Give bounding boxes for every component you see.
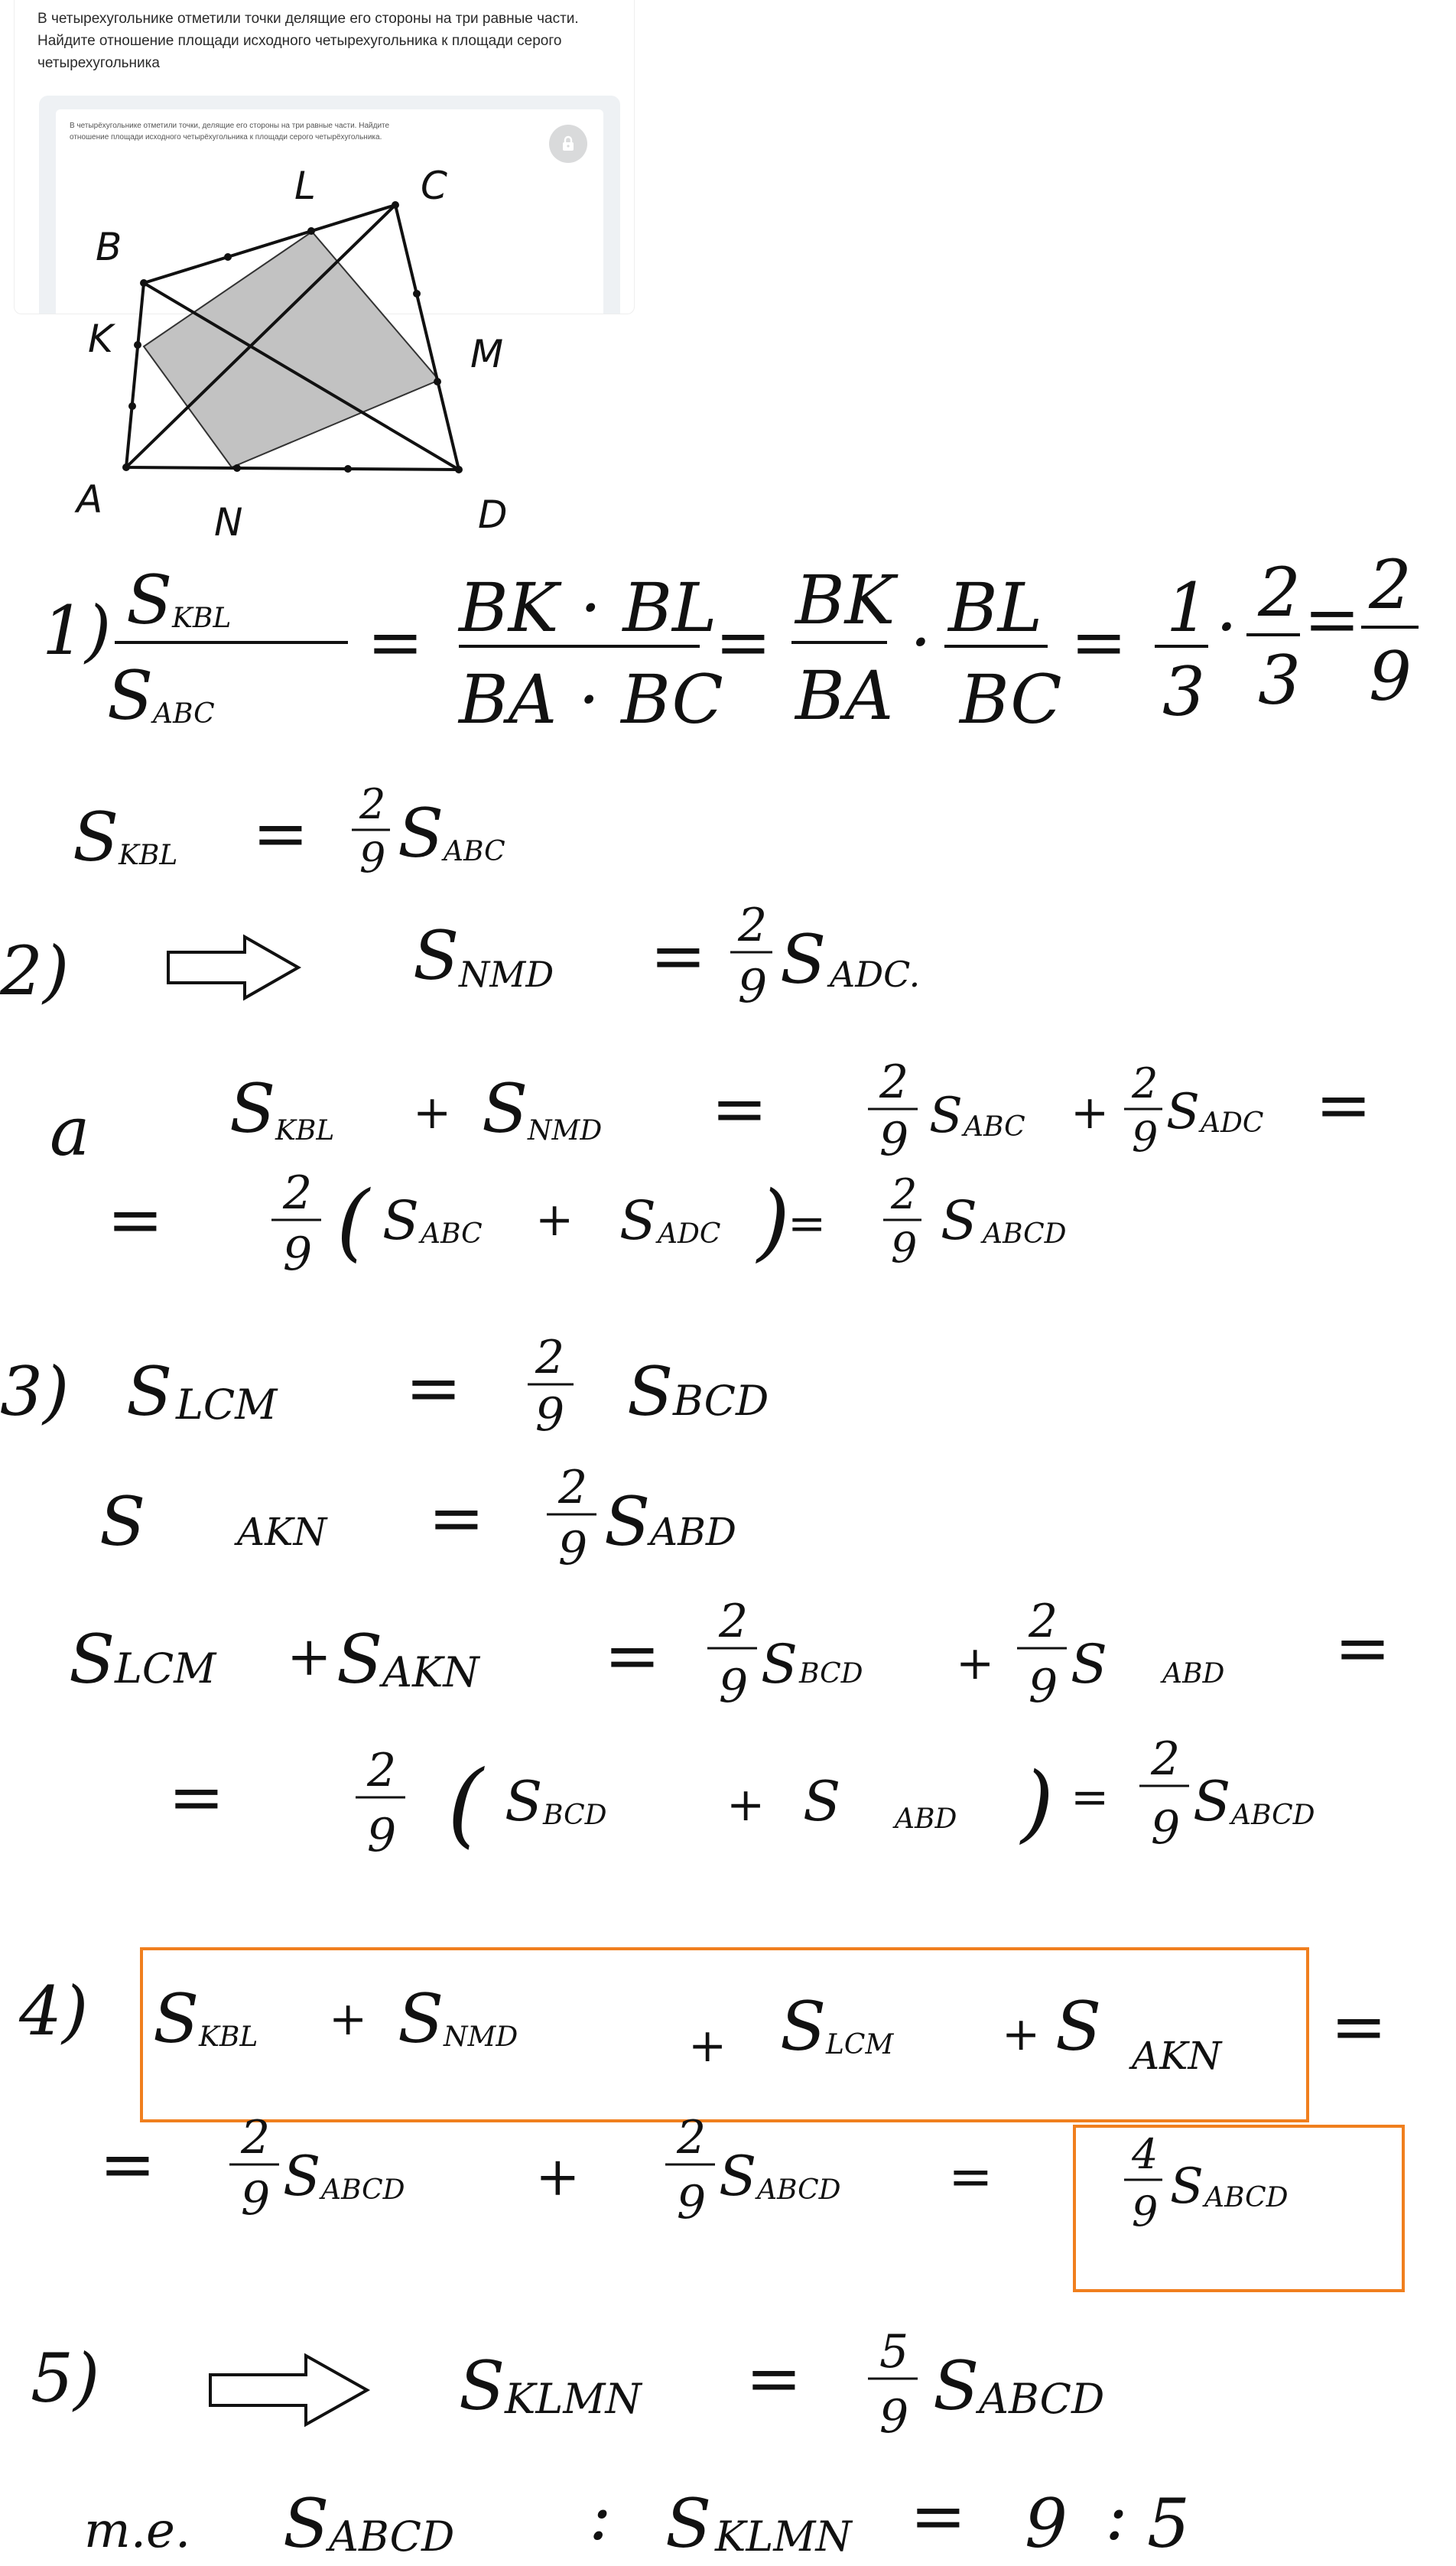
d2: 9 xyxy=(891,1224,918,1272)
eq: = xyxy=(428,1478,485,1557)
step-3-number: 3) xyxy=(0,1352,70,1431)
lhs: S xyxy=(459,2346,505,2425)
eq: = xyxy=(1071,1771,1110,1824)
frac2-num: BK · BL xyxy=(459,568,717,647)
lhs: S xyxy=(99,1482,146,1561)
label-c: C xyxy=(421,164,447,208)
eq: = xyxy=(715,603,772,681)
rhs-sub: ADC. xyxy=(830,954,921,995)
s2-sub: ABD xyxy=(895,1803,957,1835)
line2-d: 9 xyxy=(359,834,386,882)
implies-arrow-2 xyxy=(210,2356,367,2425)
res-sub: ABCD xyxy=(1204,2182,1289,2213)
d: 9 xyxy=(367,1809,397,1862)
s1: S xyxy=(382,1189,419,1252)
n2: 2 xyxy=(1258,553,1301,632)
frac-left-num-sub: KBL xyxy=(172,603,232,634)
eq: = xyxy=(650,916,707,995)
n: 2 xyxy=(558,1461,588,1514)
colon: : xyxy=(1105,2477,1128,2555)
step-4 xyxy=(18,1949,1403,2291)
s2: S xyxy=(398,1979,444,2058)
plus: + xyxy=(535,2145,580,2208)
d: 9 xyxy=(738,960,768,1013)
eq: = xyxy=(788,1197,827,1250)
n2: 2 xyxy=(1151,1732,1181,1786)
eq: = xyxy=(1071,603,1127,681)
frac-left-den-sub: ABC xyxy=(153,698,215,730)
r1: S xyxy=(283,2144,321,2208)
n: 2 xyxy=(738,899,768,952)
n1: 1 xyxy=(1166,568,1209,647)
line2-rhs-sub: ABC xyxy=(444,836,505,867)
step-4-number: 4) xyxy=(19,1972,89,2051)
plus: + xyxy=(287,1625,332,1688)
r2: S xyxy=(719,2144,757,2208)
eq: = xyxy=(1304,580,1360,659)
label-l: L xyxy=(294,164,316,208)
step-5 xyxy=(31,2325,1190,2563)
s3-sub: LCM xyxy=(826,2029,894,2060)
colon: : xyxy=(589,2477,612,2555)
rhs: S xyxy=(780,920,827,999)
d2: 9 xyxy=(1132,1113,1159,1161)
plus: + xyxy=(688,2019,727,2073)
eq: = xyxy=(1334,1608,1391,1687)
eq: = xyxy=(1315,1065,1372,1144)
s1: S xyxy=(153,1979,200,2058)
paren-open: ( xyxy=(336,1172,369,1270)
paren-close: ) xyxy=(757,1172,790,1270)
d: 9 xyxy=(879,2390,909,2444)
s1: S xyxy=(229,1069,276,1148)
res-n: 4 xyxy=(1132,2130,1159,2178)
step-1-number: 1) xyxy=(42,591,112,670)
label-a: A xyxy=(76,477,103,522)
step-2 xyxy=(0,899,1372,1281)
dot: · xyxy=(910,603,931,681)
lhs: S xyxy=(126,1352,173,1431)
plus: + xyxy=(1071,1086,1110,1140)
implies-arrow xyxy=(168,937,298,998)
frac-left-num: S xyxy=(126,561,173,639)
s2-sub: NMD xyxy=(444,2021,518,2053)
eq: = xyxy=(711,1069,768,1148)
task-text: В четырехугольнике отметили точки делящие его стороны на три равные части. Найдите отношение площади исходного четырехугольника к площади серого четырехугольника xyxy=(37,11,579,71)
d: 9 xyxy=(535,1388,565,1442)
eq: = xyxy=(405,1348,462,1427)
s2: S xyxy=(482,1069,528,1148)
s2: S xyxy=(619,1189,656,1252)
r1-sub: BCD xyxy=(799,1658,863,1690)
lock-icon xyxy=(560,135,577,152)
r-sub: BCD xyxy=(673,1377,769,1425)
s1-sub: KBL xyxy=(199,2021,258,2053)
s2-sub: KLMN xyxy=(715,2512,852,2561)
r1-sub: ABCD xyxy=(321,2174,405,2206)
d2: 9 xyxy=(1151,1801,1181,1855)
d2: 9 xyxy=(1029,1660,1058,1713)
eq: = xyxy=(107,1180,164,1259)
ratio-a: 9 xyxy=(1025,2484,1068,2563)
s2-sub: ADC xyxy=(658,1218,721,1250)
n: 2 xyxy=(283,1166,313,1220)
frac2-den: BA · BC xyxy=(459,660,723,739)
step-3 xyxy=(0,1331,1391,1862)
label-n: N xyxy=(214,500,243,545)
s2: S xyxy=(336,1620,383,1699)
s1-sub: LCM xyxy=(115,1644,216,1693)
solution xyxy=(0,551,1456,2566)
eq: = xyxy=(168,1758,225,1836)
lhs: S xyxy=(413,916,460,995)
s1-sub: KBL xyxy=(275,1115,335,1146)
s2: S xyxy=(665,2484,712,2563)
res-s: S xyxy=(1170,2158,1204,2215)
s4-sub: AKN xyxy=(1132,2034,1222,2078)
paren-close: ) xyxy=(1021,1754,1054,1852)
te: m.e. xyxy=(84,2503,191,2559)
res-d: 9 xyxy=(1132,2187,1159,2236)
s1: S xyxy=(69,1620,115,1699)
label-k: K xyxy=(88,317,113,361)
frac4-num: BL xyxy=(948,568,1043,647)
n1: 2 xyxy=(241,2111,271,2164)
label-d: D xyxy=(478,493,508,537)
lhs-sub: KLMN xyxy=(505,2375,642,2423)
d2: 3 xyxy=(1258,641,1301,720)
lhs-sub: AKN xyxy=(237,1510,327,1554)
n: 5 xyxy=(879,2325,909,2379)
eq: = xyxy=(1331,1987,1387,2066)
n: 2 xyxy=(367,1744,397,1797)
d1: 3 xyxy=(1162,652,1205,731)
r1-sub: ABC xyxy=(964,1111,1025,1143)
frac4-den: BC xyxy=(960,660,1062,739)
step-5-number: 5) xyxy=(31,2339,100,2418)
eq: = xyxy=(367,603,424,681)
line2-n: 2 xyxy=(359,780,386,828)
s1: S xyxy=(283,2484,330,2563)
plus: + xyxy=(956,1637,995,1690)
label-b: B xyxy=(96,225,122,269)
frac3-num: BK xyxy=(795,561,895,639)
eq: = xyxy=(252,794,309,873)
quadrilateral-figure xyxy=(46,153,566,551)
label-m: M xyxy=(470,332,504,376)
frac3-den: BA xyxy=(795,656,894,735)
plus: + xyxy=(1002,2008,1041,2061)
eq: = xyxy=(910,2477,967,2555)
step-2-number: 2) xyxy=(0,932,70,1010)
a-label: a xyxy=(50,1092,90,1171)
s2-sub: NMD xyxy=(528,1115,603,1146)
lhs-sub: NMD xyxy=(459,954,554,995)
d1: 9 xyxy=(719,1660,749,1713)
d: 9 xyxy=(558,1522,588,1576)
r2-sub: ABD xyxy=(1162,1658,1225,1690)
n2: 2 xyxy=(891,1170,918,1218)
n3: 2 xyxy=(1369,551,1412,624)
r: S xyxy=(604,1482,651,1561)
dot: · xyxy=(1216,587,1237,666)
lhs-sub: LCM xyxy=(176,1381,278,1429)
r2-sub: ADC xyxy=(1201,1107,1264,1139)
r2: S xyxy=(1071,1633,1107,1696)
n2: 2 xyxy=(677,2111,707,2164)
frac-left-den: S xyxy=(107,656,154,735)
n: 2 xyxy=(535,1331,565,1384)
s2: S xyxy=(803,1769,841,1833)
s1-sub: ABC xyxy=(421,1218,483,1250)
d2: 9 xyxy=(677,2176,707,2229)
r: S xyxy=(627,1352,674,1431)
plus: + xyxy=(413,1086,452,1140)
r-sub: ABCD xyxy=(1231,1800,1315,1831)
line2-lhs-sub: KBL xyxy=(119,840,178,871)
rhs: S xyxy=(933,2346,980,2425)
line2-rhs: S xyxy=(398,794,444,873)
d1: 9 xyxy=(879,1113,909,1166)
r1: S xyxy=(761,1633,798,1696)
s1-sub: ABCD xyxy=(329,2512,455,2561)
paren-open: ( xyxy=(447,1751,483,1858)
r-sub: ABD xyxy=(650,1510,736,1554)
plus: + xyxy=(535,1193,574,1247)
ratio-b: 5 xyxy=(1147,2484,1190,2563)
s1-sub: BCD xyxy=(543,1800,607,1831)
plus: + xyxy=(726,1778,765,1832)
d3: 9 xyxy=(1369,637,1412,716)
d1: 9 xyxy=(241,2172,271,2226)
s4: S xyxy=(1055,1987,1102,2066)
plus: + xyxy=(329,1992,368,2046)
s1: S xyxy=(505,1769,543,1833)
r2: S xyxy=(1166,1084,1200,1140)
eq: = xyxy=(99,2125,156,2203)
task-preview-text: В четырёхугольнике отметили точки, делящие его стороны на три равные части. Найдите отношение площади исходного четырёхугольника к площади серого четырёхугольника. xyxy=(70,122,390,141)
step-1 xyxy=(42,551,1419,882)
n2: 2 xyxy=(1132,1059,1159,1107)
d: 9 xyxy=(283,1228,313,1281)
s2-sub: AKN xyxy=(382,1648,479,1696)
r: S xyxy=(1193,1769,1231,1833)
rhs-sub: ABCD xyxy=(979,2375,1105,2423)
n2: 2 xyxy=(1029,1595,1058,1648)
r-sub: ABCD xyxy=(983,1218,1067,1250)
line2-lhs: S xyxy=(73,798,119,876)
eq: = xyxy=(948,2145,993,2208)
r: S xyxy=(941,1189,977,1252)
n1: 2 xyxy=(879,1055,909,1109)
r1: S xyxy=(929,1088,963,1144)
n1: 2 xyxy=(719,1595,749,1648)
eq: = xyxy=(746,2339,802,2418)
s3: S xyxy=(780,1987,827,2066)
eq: = xyxy=(604,1616,661,1695)
r2-sub: ABCD xyxy=(757,2174,841,2206)
